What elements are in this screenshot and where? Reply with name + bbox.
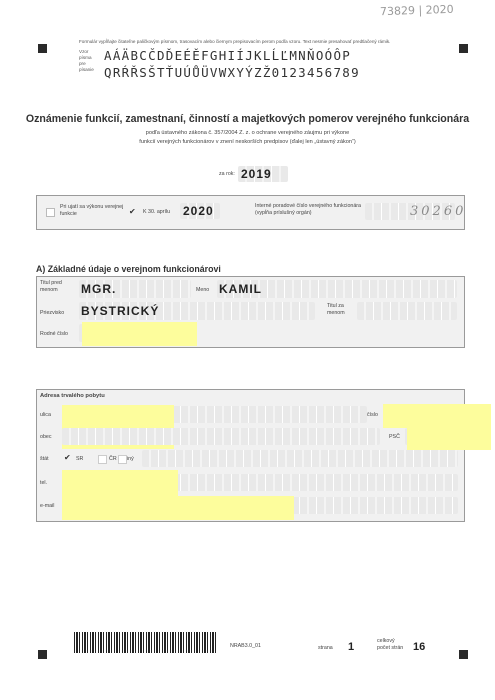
form-code: NRAB3.0_01 [230,643,261,649]
number-label: číslo [367,412,378,418]
title-before-value: MGR. [81,282,117,296]
birth-number-label: Rodné číslo [40,331,68,337]
title-before-label: Titul pred menom [40,280,62,293]
form-subtitle-1: podľa ústavného zákona č. 357/2004 Z. z. o ochrane verejného záujmu pri výkone [145,130,350,136]
redaction-zip [407,428,491,450]
form-subtitle-2: funkcií verejných funkcionárov v znení neskorších predpisov (ďalej len „ústavný zákon“) [139,139,356,145]
state-label: štát [40,456,49,462]
form-title: Oznámenie funkcií, zamestnaní, činností a majetkových pomerov verejného funkcionára [25,113,470,125]
internal-number-label: Interné poradové číslo verejného funkcionára (vypĺňa príslušný orgán) [255,203,362,216]
page-label: strana [318,645,333,651]
state-other-label: iný [127,456,134,462]
assumption-checkbox[interactable] [46,208,55,217]
section-a-title: A) Základné údaje o verejnom funkcionárovi [36,264,221,274]
total-pages-label: celkový počet strán [377,638,404,651]
form-instructions: Formulár vypĺňajte čitateľne paličkovým písmom, trasovacím alebo čiernym prepisovacím perom podľa vzoru. Text nesmie presahovať predtlačený rámik. [79,39,391,44]
zip-label: PSČ [389,434,400,440]
barcode [74,632,216,653]
town-field[interactable] [62,428,380,445]
total-pages-value: 16 [413,641,426,653]
surname-value: BYSTRICKÝ [81,304,160,318]
state-cr-checkbox[interactable] [98,455,107,464]
page-value: 1 [348,641,355,653]
email-label: e-mail [40,503,55,509]
redaction-birth-number [82,322,197,346]
year-label: za rok: [219,171,235,177]
april-year-value: 2020 [183,204,214,218]
april-label: K 30. aprílu [143,209,171,215]
name-value: KAMIL [219,282,262,296]
street-label: ulica [40,412,51,418]
town-label: obec [40,434,52,440]
redaction-number [383,404,491,428]
state-other-field[interactable] [142,450,458,467]
pattern-label: Vzor písma pre písanie [79,49,94,72]
alphabet-line-1: AÁÄBCČDĎEÉĚFGHIÍJKLĹĽMNŇOÓÔP [104,48,352,63]
state-sr-checkmark[interactable]: ✔ [64,453,71,462]
name-label: Meno [196,287,210,293]
assumption-label: Pri ujatí sa výkonu verejnej funkcie [60,204,124,217]
registration-mark-bottom-right [459,650,468,659]
phone-label: tel. [40,480,48,486]
registration-mark-top-right [459,44,468,53]
surname-label: Priezvisko [40,310,65,316]
state-other-checkbox[interactable] [118,455,127,464]
april-checkmark[interactable]: ✔ [129,207,136,216]
year-value: 2019 [241,167,272,181]
state-cr-label: ČR [109,456,117,462]
state-sr-label: SR [76,456,84,462]
title-after-label: Titul za menom [327,303,345,316]
address-title: Adresa trvalého pobytu [40,393,105,399]
registration-mark-bottom-left [38,650,47,659]
redaction-email [62,496,294,520]
registration-mark-top-left [38,44,47,53]
internal-number-value: 30260 [410,204,467,219]
handwritten-reference: 73829 | 2020 [379,2,454,19]
title-after-field[interactable] [357,302,457,320]
alphabet-line-2: QRŔŘSŠTŤUÚŮÜVWXYÝZŽ0123456789 [104,65,360,80]
